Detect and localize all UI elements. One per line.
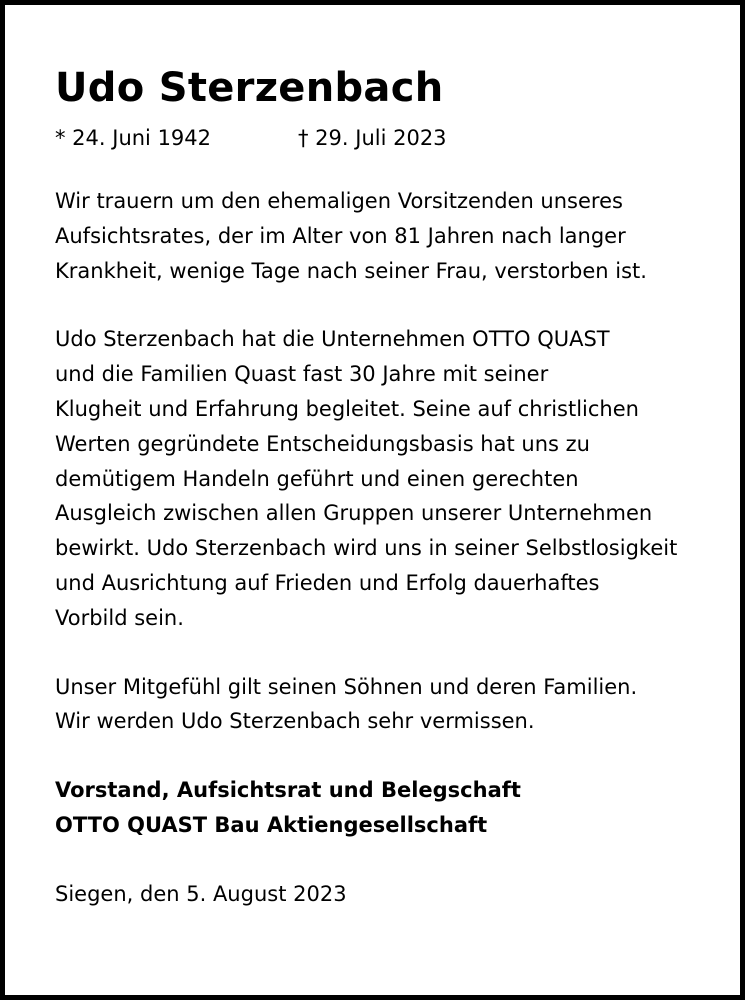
text-line: Werten gegründete Entscheidungsbasis hat uns zu bbox=[55, 431, 590, 456]
signature-line: OTTO QUAST Bau Aktiengesellschaft bbox=[55, 812, 488, 837]
text-line: Ausgleich zwischen allen Gruppen unserer Unternehmen bbox=[55, 501, 653, 526]
text-line: demütigem Handeln geführt und einen gerechten bbox=[55, 466, 579, 491]
mourning-paragraph bbox=[55, 184, 705, 288]
text-line: und die Familien Quast fast 30 Jahre mit seiner bbox=[55, 362, 549, 387]
notice-content bbox=[55, 60, 705, 912]
text-line: Klugheit und Erfahrung begleitet. Seine auf christlichen bbox=[55, 396, 639, 421]
deceased-name: Udo Sterzenbach bbox=[55, 65, 444, 111]
text-line: bewirkt. Udo Sterzenbach wird uns in seiner Selbstlosigkeit bbox=[55, 536, 678, 561]
signature-line: Vorstand, Aufsichtsrat und Belegschaft bbox=[55, 778, 521, 803]
text-line: Unser Mitgefühl gilt seinen Söhnen und deren Familien. bbox=[55, 674, 638, 699]
text-line: Wir werden Udo Sterzenbach sehr vermissen. bbox=[55, 709, 535, 734]
text-line: Vorbild sein. bbox=[55, 605, 184, 630]
text-line: Udo Sterzenbach hat die Unternehmen OTTO QUAST bbox=[55, 327, 610, 352]
text-line: Krankheit, wenige Tage nach seiner Frau, verstorben ist. bbox=[55, 258, 647, 283]
birth-date: * 24. Juni 1942 bbox=[55, 126, 212, 150]
life-dates bbox=[55, 120, 705, 156]
place-date: Siegen, den 5. August 2023 bbox=[55, 881, 347, 906]
text-line: und Ausrichtung auf Frieden und Erfolg dauerhaftes bbox=[55, 570, 600, 595]
text-line: Wir trauern um den ehemaligen Vorsitzenden unseres bbox=[55, 189, 623, 213]
signature-block bbox=[55, 773, 705, 843]
tribute-paragraph bbox=[55, 322, 705, 635]
death-date: † 29. Juli 2023 bbox=[298, 126, 447, 150]
condolence-paragraph bbox=[55, 670, 705, 740]
text-line: Aufsichtsrates, der im Alter von 81 Jahren nach langer bbox=[55, 223, 626, 248]
